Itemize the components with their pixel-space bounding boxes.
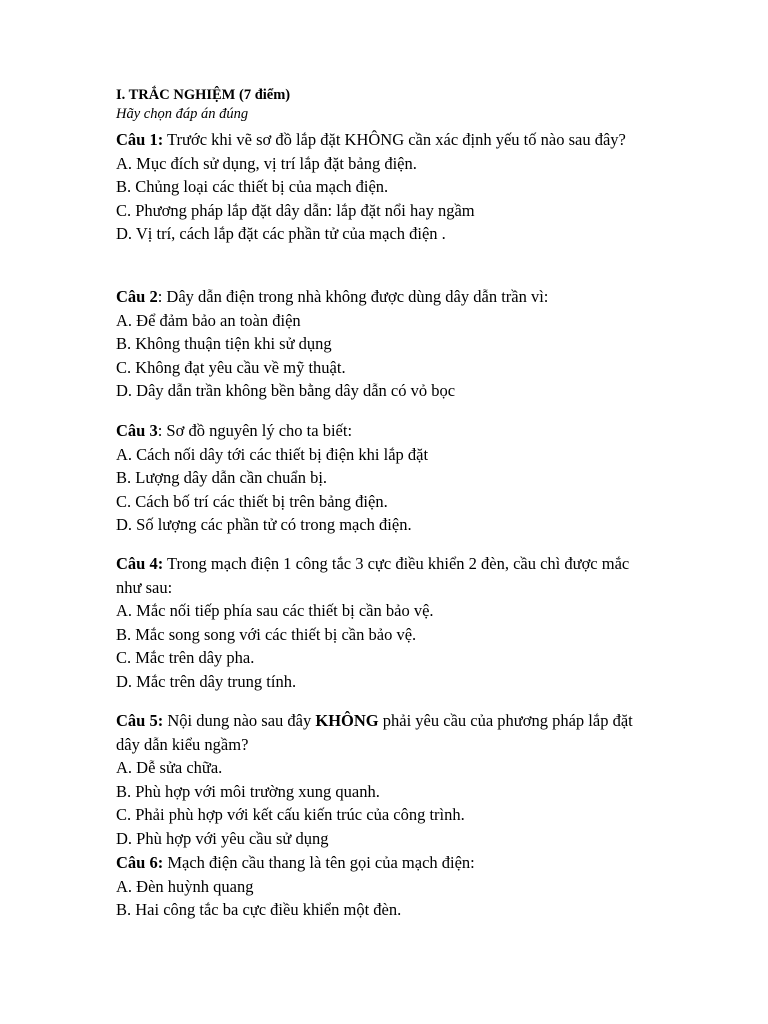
question-stem: [116, 419, 656, 443]
question-text: Mạch điện cầu thang là tên gọi của mạch điện:: [163, 853, 475, 872]
answer-option: A. Đèn huỳnh quang: [116, 876, 254, 896]
question-label: Câu 2: [116, 287, 158, 306]
question-label: Câu 3: [116, 421, 158, 440]
question-1: [116, 128, 656, 246]
answer-option: C. Phải phù hợp với kết cấu kiến trúc của công trình.: [116, 805, 465, 825]
question-label: Câu 4:: [116, 554, 164, 573]
answer-option: B. Lượng dây dẫn cần chuẩn bị.: [116, 468, 328, 488]
answer-option: C. Không đạt yêu cầu về mỹ thuật.: [116, 357, 346, 377]
question-5: [116, 709, 656, 851]
answer-option: A. Dễ sửa chữa.: [116, 758, 223, 778]
answer-option: A. Để đảm bảo an toàn điện: [116, 310, 301, 330]
answer-option: B. Hai công tắc ba cực điều khiển một đèn.: [116, 900, 402, 920]
question-text: Trước khi vẽ sơ đồ lắp đặt KHÔNG cần xác định yếu tố nào sau đây?: [163, 130, 626, 149]
question-label: Câu 5:: [116, 711, 164, 730]
answer-option: B. Chủng loại các thiết bị của mạch điện.: [116, 177, 389, 197]
question-stem: [116, 851, 656, 875]
answer-option: D. Mắc trên dây trung tính.: [116, 671, 297, 691]
answer-option: D. Dây dẫn trần không bền bằng dây dẫn có vỏ bọc: [116, 381, 456, 401]
question-text-cont: phải yêu cầu của phương pháp lắp đặt dây dẫn kiểu ngầm?: [116, 711, 633, 754]
question-4: [116, 552, 656, 694]
question-text: Nội dung nào sau đây: [163, 711, 316, 730]
answer-option: A. Mục đích sử dụng, vị trí lắp đặt bảng điện.: [116, 153, 417, 173]
answer-option: C. Cách bố trí các thiết bị trên bảng điện.: [116, 491, 388, 511]
answer-option: D. Vị trí, cách lắp đặt các phần tử của mạch điện .: [116, 224, 446, 244]
question-stem: [116, 552, 656, 599]
answer-option: D. Phù hợp với yêu cầu sử dụng: [116, 828, 329, 848]
section-instruction: Hãy chọn đáp án đúng: [116, 106, 249, 122]
question-text: : Sơ đồ nguyên lý cho ta biết:: [157, 421, 353, 440]
question-label: Câu 1:: [116, 130, 164, 149]
answer-option: A. Mắc nối tiếp phía sau các thiết bị cần bảo vệ.: [116, 601, 434, 621]
question-emphasis: KHÔNG: [315, 711, 379, 730]
answer-option: B. Phù hợp với môi trường xung quanh.: [116, 781, 380, 801]
question-text: : Dây dẫn điện trong nhà không được dùng dây dẫn trần vì:: [157, 287, 549, 306]
question-stem: [116, 709, 656, 756]
answer-option: D. Số lượng các phần tử có trong mạch điện.: [116, 515, 412, 535]
answer-option: C. Phương pháp lắp đặt dây dẫn: lắp đặt nổi hay ngầm: [116, 200, 475, 220]
answer-option: B. Không thuận tiện khi sử dụng: [116, 334, 332, 354]
question-stem: [116, 285, 656, 309]
answer-option: A. Cách nối dây tới các thiết bị điện khi lắp đặt: [116, 444, 429, 464]
question-text: Trong mạch điện 1 công tắc 3 cực điều khiển 2 đèn, cầu chì được mắc như sau:: [116, 554, 630, 597]
question-2: [116, 285, 656, 403]
question-stem: [116, 128, 656, 152]
answer-option: C. Mắc trên dây pha.: [116, 648, 255, 668]
question-label: Câu 6:: [116, 853, 164, 872]
question-6: [116, 851, 656, 922]
section-title: I. TRẮC NGHIỆM (7 điểm): [116, 87, 291, 103]
question-3: [116, 419, 656, 537]
answer-option: B. Mắc song song với các thiết bị cần bảo vệ.: [116, 624, 417, 644]
